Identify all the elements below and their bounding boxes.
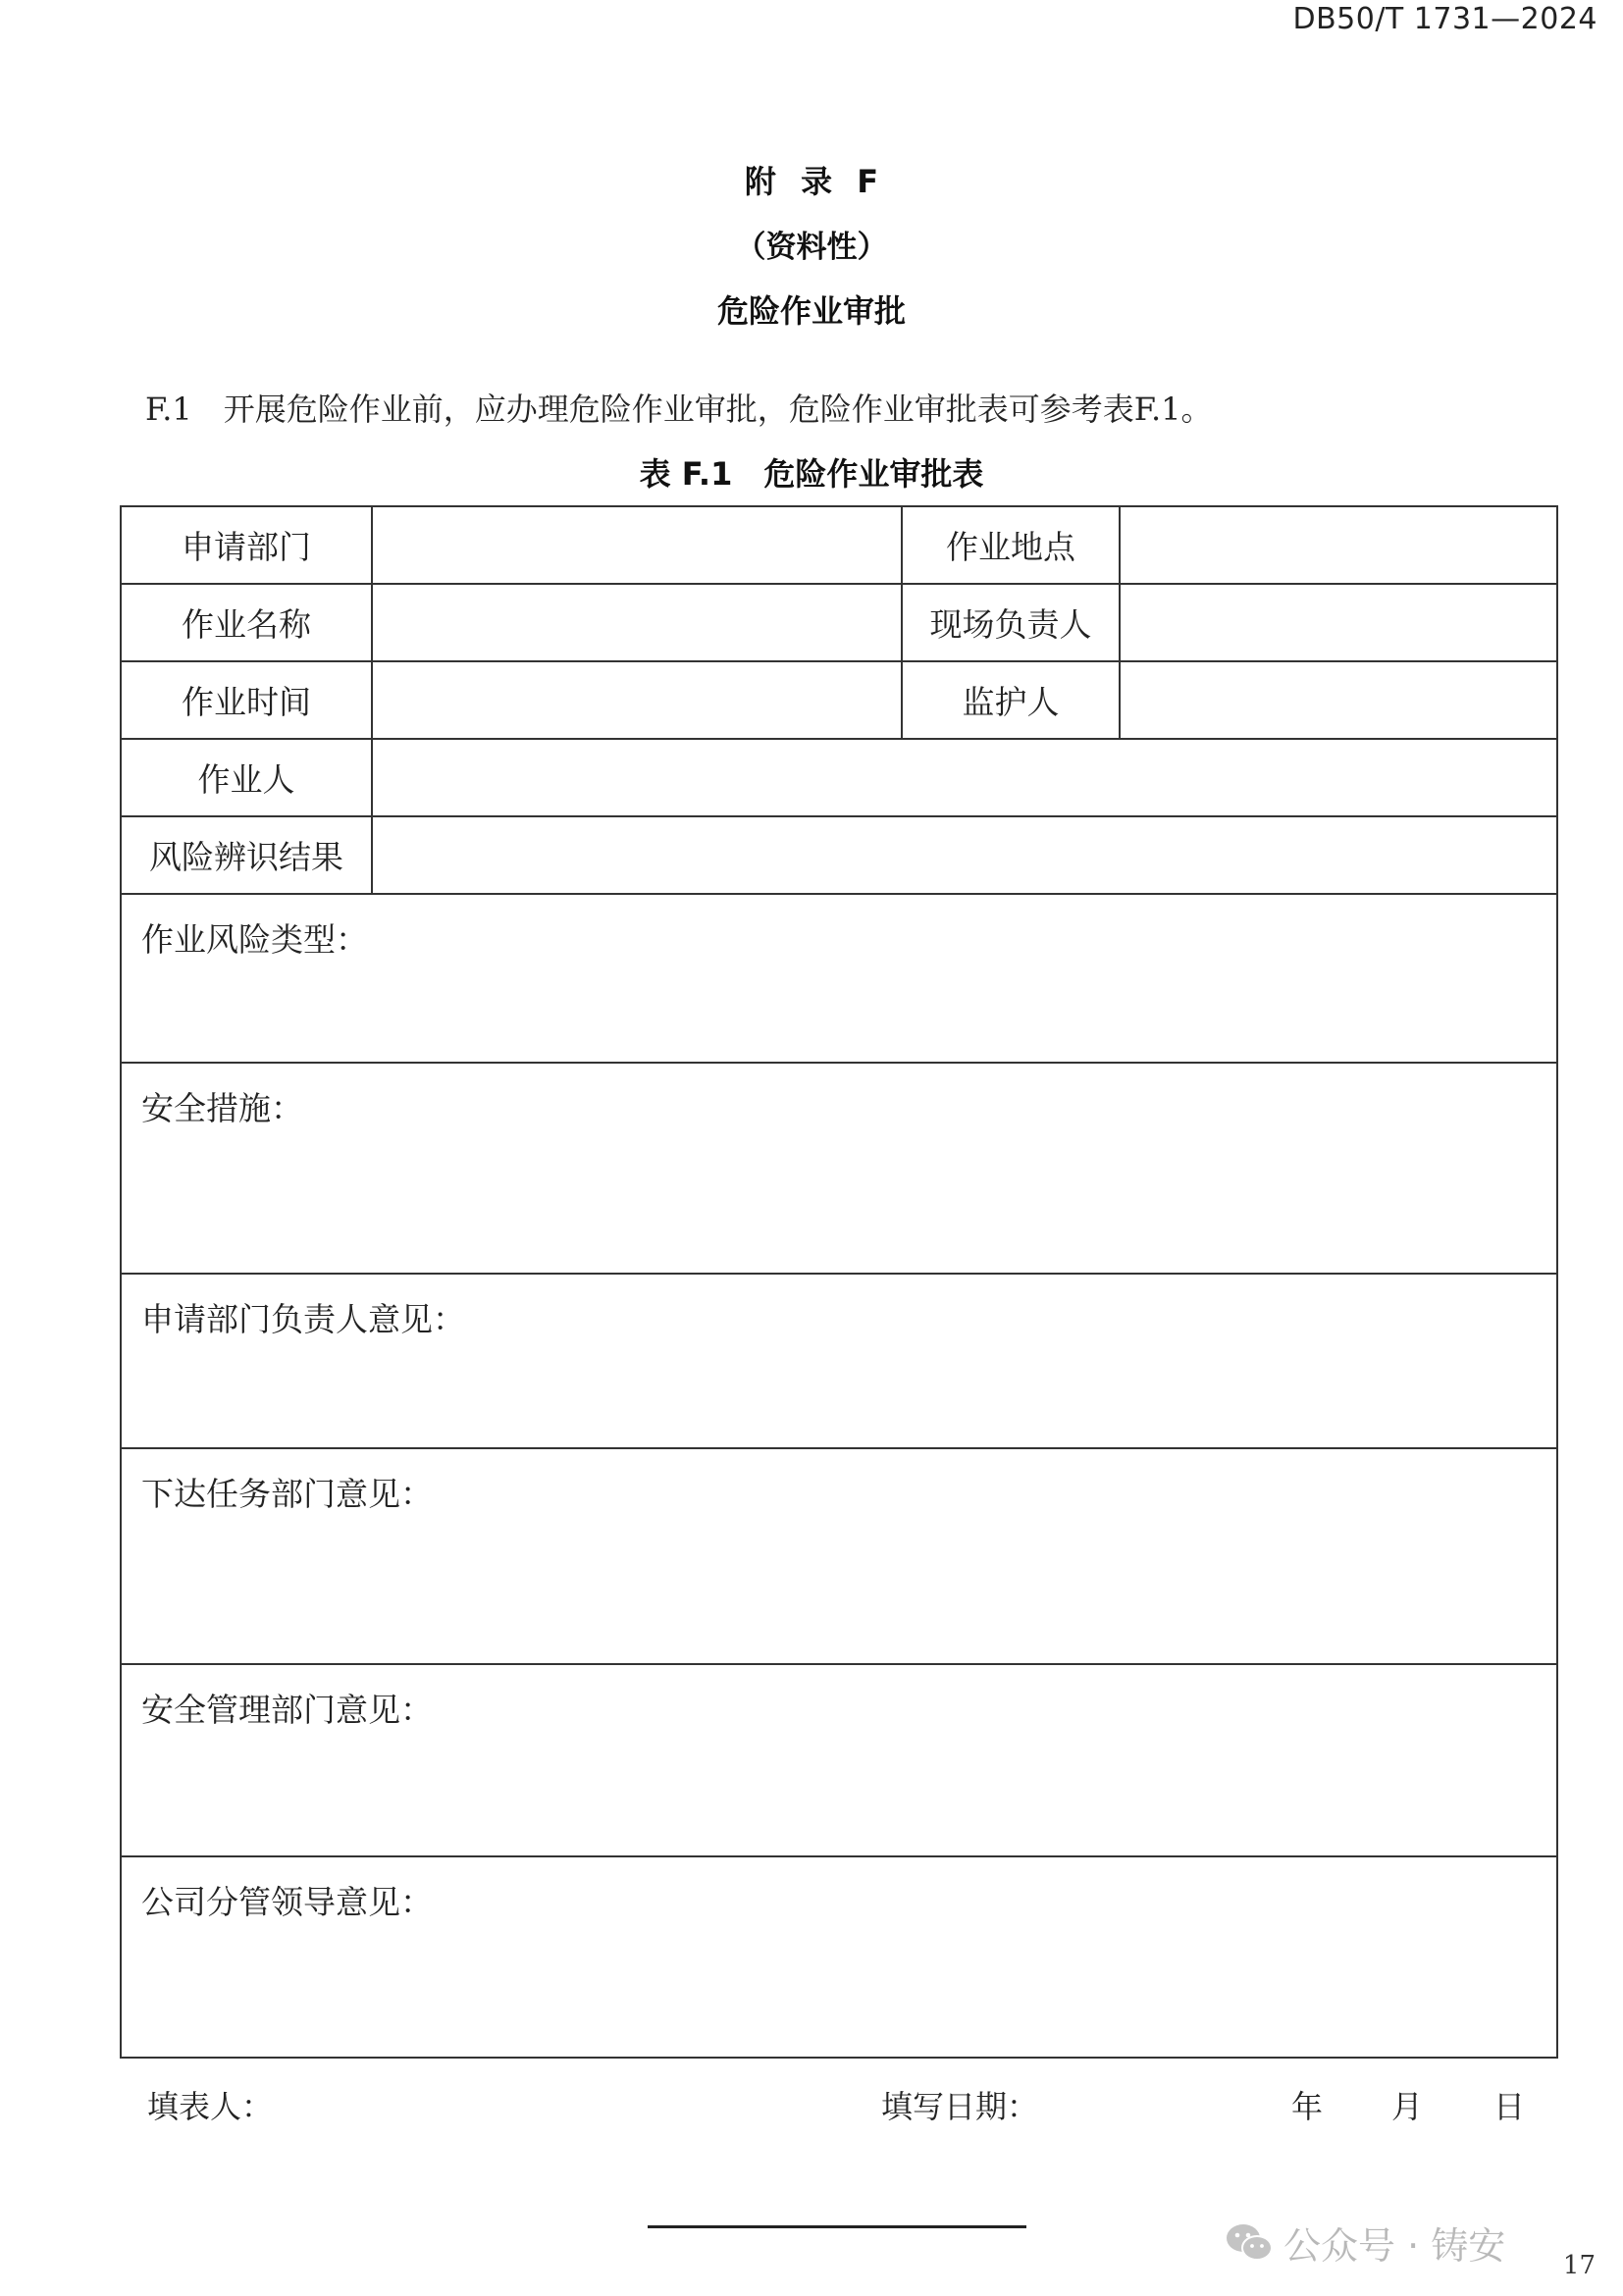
- label-supervisor: 监护人: [902, 661, 1120, 739]
- table-row: [121, 816, 1557, 894]
- field-person-in-charge[interactable]: [1120, 584, 1557, 661]
- footer-month: 月: [1391, 2088, 1424, 2125]
- table-row: [121, 506, 1557, 584]
- watermark-text: 公众号 · 铸安: [1283, 2224, 1506, 2268]
- label-risk-result: 风险辨识结果: [121, 816, 372, 894]
- footer-year: 年: [1291, 2088, 1324, 2125]
- field-safety-measures[interactable]: [121, 1063, 1557, 1274]
- label-location: 作业地点: [902, 506, 1120, 584]
- field-risk-type[interactable]: [121, 894, 1557, 1063]
- table-row: [121, 739, 1557, 816]
- field-dept-head-opinion[interactable]: [121, 1274, 1557, 1448]
- table-row: [121, 584, 1557, 661]
- field-work-name[interactable]: [372, 584, 902, 661]
- footer-filler-label: 填表人：: [147, 2088, 274, 2125]
- label-safety-mgmt-opinion: 安全管理部门意见：: [141, 1691, 433, 1729]
- table-row: [121, 1856, 1557, 2058]
- label-work-time: 作业时间: [121, 661, 372, 739]
- field-safety-mgmt-opinion[interactable]: [121, 1664, 1557, 1856]
- field-work-time[interactable]: [372, 661, 902, 739]
- table-row: [121, 1448, 1557, 1664]
- clause-f1: F.1 开展危险作业前，应办理危险作业审批，危险作业审批表可参考表F.1。: [145, 391, 1213, 428]
- watermark: [1225, 2216, 1505, 2270]
- table-row: [121, 1063, 1557, 1274]
- field-workers[interactable]: [372, 739, 1557, 816]
- table-row: [121, 894, 1557, 1063]
- footer-day: 日: [1493, 2088, 1526, 2125]
- label-work-name: 作业名称: [121, 584, 372, 661]
- approval-form-table: [120, 505, 1558, 2059]
- label-dept: 申请部门: [121, 506, 372, 584]
- table-caption: 表 F.1 危险作业审批表: [639, 455, 984, 493]
- field-location[interactable]: [1120, 506, 1557, 584]
- appendix-title: 附 录 F: [744, 163, 879, 200]
- field-supervisor[interactable]: [1120, 661, 1557, 739]
- table-row: [121, 1664, 1557, 1856]
- page-number: 17: [1562, 2251, 1596, 2280]
- label-leader-opinion: 公司分管领导意见：: [141, 1883, 433, 1921]
- field-leader-opinion[interactable]: [121, 1856, 1557, 2058]
- label-dept-head-opinion: 申请部门负责人意见：: [141, 1300, 465, 1338]
- wechat-icon: [1225, 2222, 1274, 2264]
- label-workers: 作业人: [121, 739, 372, 816]
- field-dept[interactable]: [372, 506, 902, 584]
- field-risk-result[interactable]: [372, 816, 1557, 894]
- appendix-heading: 危险作业审批: [716, 292, 906, 330]
- label-task-dept-opinion: 下达任务部门意见：: [141, 1475, 433, 1513]
- appendix-nature: （资料性）: [735, 230, 888, 265]
- footer-date-label: 填写日期：: [881, 2088, 1039, 2125]
- label-person-in-charge: 现场负责人: [902, 584, 1120, 661]
- bottom-rule: [648, 2225, 1026, 2228]
- field-task-dept-opinion[interactable]: [121, 1448, 1557, 1664]
- label-safety-measures: 安全措施：: [141, 1089, 303, 1127]
- table-row: [121, 1274, 1557, 1448]
- table-row: [121, 661, 1557, 739]
- label-risk-type: 作业风险类型：: [141, 920, 368, 959]
- document-code: DB50/T 1731—2024: [1292, 2, 1597, 36]
